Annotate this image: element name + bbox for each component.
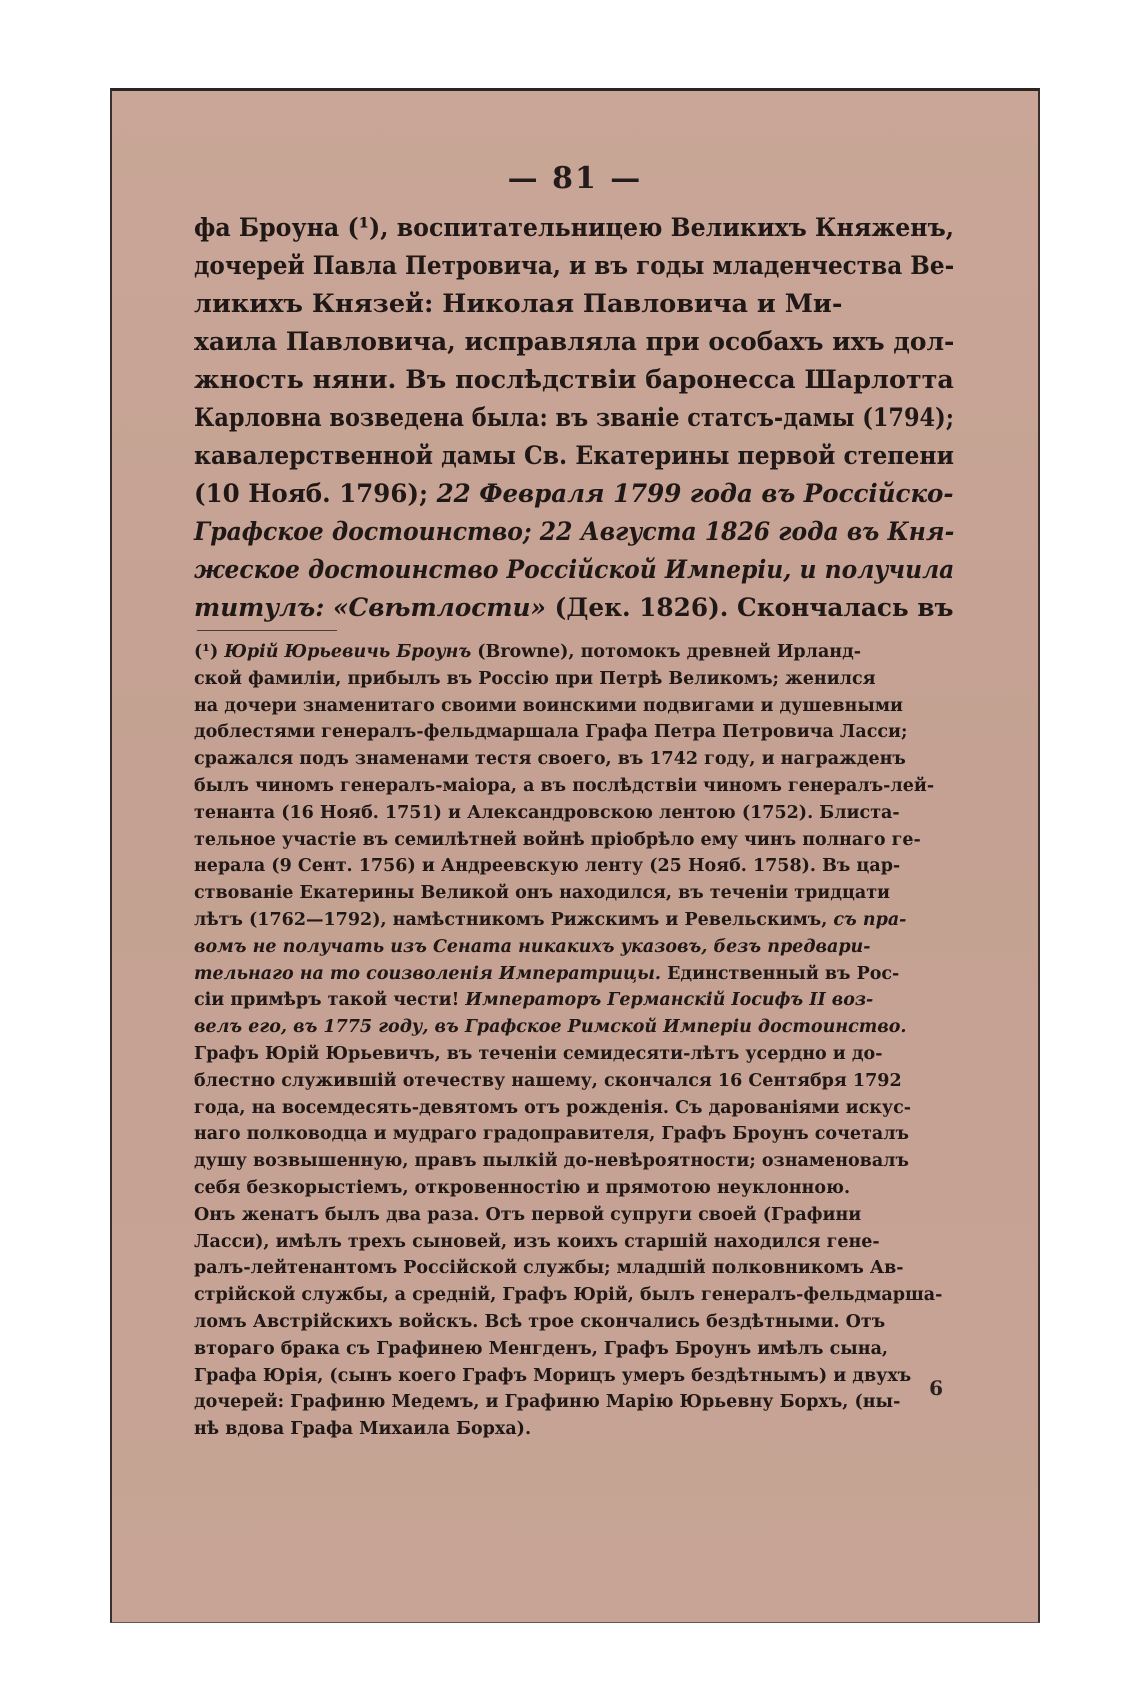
footnote-line: нѣ вдова Графа Михаила Борха). [194,1419,532,1440]
italic-run: жеское достоинство Россійской Имперіи, и получила [194,555,955,585]
footnote-line: Графъ Юрій Юрьевичъ, въ теченіи семидесяти-лѣтъ усердно и до- [194,1043,883,1064]
text-run: (Browne), потомокъ древней Ирланд- [471,642,862,662]
footnote-line: тенанта (16 Нояб. 1751) и Александровскою лентою (1752). Блиста- [194,802,900,823]
italic-run: вомъ не получать изъ Сената никакихъ указовъ, безъ предвари- [194,936,871,957]
italic-run: Юрій Юрьевичь Броунъ [224,642,472,662]
signature-mark: 6 [929,1376,943,1400]
footnote-line: ралъ-лейтенантомъ Россійской службы; младшій полковникомъ Ав- [194,1258,904,1279]
footnote-line: былъ чиномъ генералъ-маіора, а въ послѣдствіи чиномъ генералъ-лей- [194,775,935,796]
italic-run: Графское достоинство; 22 Августа 1826 года въ Кня- [194,517,955,547]
page-number: — 81 — [507,161,643,196]
footnote-line: Онъ женатъ былъ два раза. Отъ первой супруги своей (Графини [194,1204,862,1225]
footnote-line [194,639,954,666]
footnote-line: душу возвышенную, правъ пылкій до-невѣроятности; ознаменовалъ [194,1151,909,1172]
footnote-line [194,934,954,961]
footnote-line: сражался подъ знаменами тестя своего, въ 1742 году, и награжденъ [194,749,906,770]
text-line: фа Броуна (¹), воспитательницею Великихъ Княженъ, [194,213,955,243]
text-run: (Дек. 1826). Скончалась въ [545,593,954,623]
text-run: сіи примѣръ такой чести! [194,990,466,1011]
footnote-line: втораго брака съ Графинею Менгденъ, Графъ Броунъ имѣлъ сына, [194,1338,889,1359]
italic-run: съ пра- [833,909,907,930]
italic-run: Императоръ Германскій Іосифъ II воз- [465,990,874,1011]
text-line: Карловна возведена была: въ званіе статсъ-дамы (1794); [194,403,954,433]
text-line [194,475,954,513]
footnote-line: стрійской службы, а средній, Графъ Юрій, былъ генералъ-фельдмарша- [194,1285,943,1306]
footnote-divider [197,630,337,631]
italic-run: велъ его, въ 1775 году, въ Графское Римской Имперіи достоинство. [194,1017,907,1038]
footnote-line: себя безкорыстіемъ, откровенностію и прямотою неуклонною. [194,1177,851,1198]
footnote-line: года, на восемдесять-девятомъ отъ рожденія. Съ дарованіями искус- [194,1097,912,1118]
text-run: лѣтъ (1762—1792), намѣстникомъ Рижскимъ и Ревельскимъ, [194,909,834,930]
footnote-line: дочерей: Графиню Медемъ, и Графиню Марію Юрьевну Борхъ, (ны- [194,1392,901,1413]
footnote-line: доблестями генералъ-фельдмаршала Графа Петра Петровича Ласси; [194,722,908,743]
text-line: жность няни. Въ послѣдствіи баронесса Шарлотта [194,365,954,395]
text-run: (¹) [194,642,225,662]
footnote-line: нерала (9 Сент. 1756) и Андреевскую ленту (25 Нояб. 1758). Въ цар- [194,856,901,877]
main-text [194,209,954,627]
footnote-line [194,961,954,988]
footnote-line: наго полководца и мудраго градоправителя, Графъ Броунъ сочеталъ [194,1124,909,1145]
text-line [194,513,955,551]
footnote-line: блестно служившій отечеству нашему, скончался 16 Сентября 1792 [194,1070,902,1091]
footnote-line: ской фамиліи, прибылъ въ Россію при Петрѣ Великомъ; женился [194,668,876,689]
scanned-page [110,88,1040,1623]
footnote-line: тельное участіе въ семилѣтней войнѣ пріобрѣло ему чинъ полнаго ге- [194,829,921,850]
footnote-line: ствованіе Екатерины Великой онъ находился, въ теченіи тридцати [194,883,891,904]
text-line: кавалерственной дамы Св. Екатерины первой степени [194,441,954,471]
footnote-line: Графа Юрія, (сынъ коего Графъ Морицъ умеръ бездѣтнымъ) и двухъ [194,1365,912,1386]
footnote-line [194,1014,954,1041]
text-line [194,589,954,627]
text-run: Единственный въ Рос- [660,963,900,984]
footnote [194,639,954,1443]
footnote-line: на дочери знаменитаго своими воинскими подвигами и душевными [194,695,904,716]
italic-run: 22 Февраля 1799 года въ Россійско- [436,479,954,509]
footnote-line: ломъ Австрійскихъ войскъ. Всѣ трое скончались бездѣтными. Отъ [194,1311,886,1332]
text-line: ликихъ Князей: Николая Павловича и Ми- [194,289,843,319]
text-run: (10 Нояб. 1796); [194,479,437,509]
text-line [194,551,955,589]
italic-run: тельнаго на то соизволенія Императрицы. [194,963,661,984]
footnote-line: Ласси), имѣлъ трехъ сыновей, изъ коихъ старшій находился гене- [194,1231,880,1252]
text-line: дочерей Павла Петровича, и въ годы младенчества Ве- [194,251,955,281]
footnote-line [194,987,954,1014]
footnote-line [194,907,954,934]
text-line: хаила Павловича, исправляла при особахъ ихъ дол- [194,327,955,357]
italic-run: титулъ: «Свѣтлости» [194,593,546,623]
